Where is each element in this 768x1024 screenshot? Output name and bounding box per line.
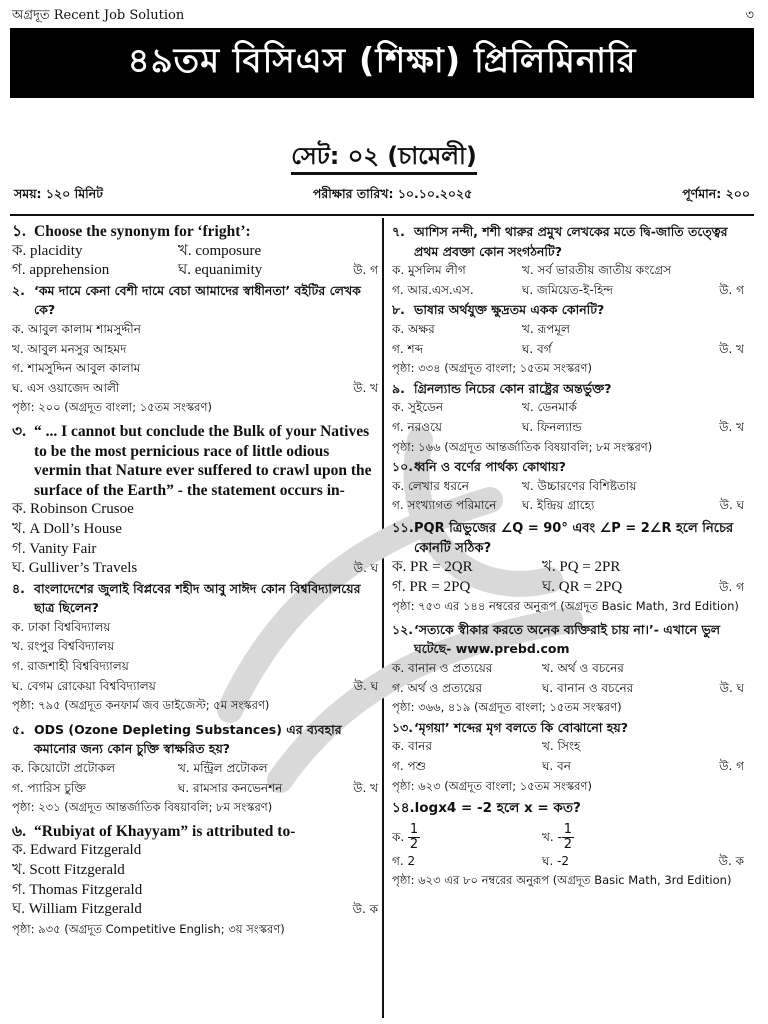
option-a: ক. $\frac{1}{2}$ bbox=[392, 821, 419, 852]
option-a: ক. বানান ও প্রত্যয়ের bbox=[392, 661, 493, 676]
set-heading bbox=[0, 138, 768, 178]
option-c: গ. apprehension bbox=[12, 262, 110, 279]
option-c: গ. সংখ্যাগত পরিমানে bbox=[392, 498, 497, 513]
answer: উ. খ bbox=[353, 380, 378, 395]
options bbox=[392, 737, 744, 776]
answer: উ. গ bbox=[353, 263, 378, 278]
question-number: ২. bbox=[12, 282, 25, 298]
option-c: গ. শব্দ bbox=[392, 341, 424, 356]
option-a: ক. PR = 2QR bbox=[392, 559, 473, 576]
answer: উ. ঘ bbox=[353, 561, 378, 576]
question-number: ৫. bbox=[12, 721, 25, 737]
question-text: আশিস নন্দী, শশী থারুর প্রমুখ লেখকের মতে দ্বি-জাতি তত্ত্বের প্রথম প্রবক্তা কোন সংগঠনটি? bbox=[414, 224, 728, 259]
option-d: ঘ. বন bbox=[542, 759, 571, 774]
option-c: গ. প্যারিস চুক্তি bbox=[12, 780, 86, 795]
question-12 bbox=[392, 620, 744, 718]
option-a: ক. Edward Fitzgerald bbox=[12, 842, 142, 859]
option-c: গ. পশু bbox=[392, 759, 426, 774]
option-d: ঘ. ইন্দ্রিয় গ্রাহ্যে bbox=[522, 498, 595, 513]
question-number: ৬. bbox=[12, 822, 26, 840]
question-3 bbox=[12, 422, 378, 579]
option-b: খ. ডেনমার্ক bbox=[522, 400, 577, 415]
option-a: ক. অক্ষর bbox=[392, 321, 435, 336]
left-column bbox=[12, 222, 378, 939]
option-c: গ. শামসুদ্দিন আবুল কালাম bbox=[12, 361, 141, 376]
option-a: ক. কিয়োটো প্রটোকল bbox=[12, 761, 116, 776]
reference: পৃষ্ঠা: ৭৯৫ (অগ্রদূত কনফার্ম জব ডাইজেস্ট; ৫ম সংস্করণ) bbox=[12, 698, 270, 713]
option-b: খ. সিংহ bbox=[542, 739, 581, 754]
answer: উ. খ bbox=[353, 780, 378, 795]
question-text: “Rubiyat of Khayyam” is attributed to- bbox=[34, 822, 296, 840]
option-a: ক. placidity bbox=[12, 242, 83, 259]
question-4 bbox=[12, 579, 378, 716]
question-11 bbox=[392, 519, 744, 617]
question-text: “ ... I cannot but conclude the Bulk of your Natives to be the most pernicious race of little odious vermin that Nature ever suffered to crawl upon the surface of the Earth” - the statement occurs in- bbox=[34, 422, 372, 499]
reference: পৃষ্ঠা: ৩৬৬, ৪১৯ (অগ্রদূত বাংলা; ১৫তম সংস্করণ) bbox=[392, 700, 622, 715]
option-a: ক. Robinson Crusoe bbox=[12, 501, 134, 518]
reference: পৃষ্ঠা: ৩৩৪ (অগ্রদূত বাংলা; ১৫তম সংস্করণ) bbox=[392, 361, 592, 376]
answer: উ. ক bbox=[352, 902, 378, 917]
reference: পৃষ্ঠা: ৬২৩ এর ৮০ নম্বরের অনুরূপ (অগ্রদূত Basic Math, 3rd Edition) bbox=[392, 873, 732, 888]
option-c: গ. Vanity Fair bbox=[12, 540, 97, 557]
reference: পৃষ্ঠা: ২৩১ (অগ্রদূত আন্তর্জাতিক বিষয়াবলি; ৮ম সংস্করণ) bbox=[12, 800, 273, 815]
option-b: খ. A Doll’s House bbox=[12, 520, 122, 537]
option-d: ঘ. ফিনল্যান্ড bbox=[522, 419, 582, 434]
option-a: ক. মুসলিম লীগ bbox=[392, 263, 466, 278]
option-d: ঘ. QR = 2PQ bbox=[542, 578, 623, 595]
reference: পৃষ্ঠা: ১৬৬ (অগ্রদূত আন্তর্জাতিক বিষয়াবলি; ৮ম সংস্করণ) bbox=[392, 439, 653, 454]
question-9 bbox=[392, 379, 744, 457]
question-text: ভাষার অর্থযুক্ত ক্ষুদ্রতম একক কোনটি? bbox=[414, 302, 605, 318]
option-c: গ. রাজশাহী বিশ্ববিদ্যালয় bbox=[12, 659, 129, 674]
question-2 bbox=[12, 281, 378, 418]
question-7 bbox=[392, 222, 744, 300]
question-text: logx4 = -2 হলে x = কত? bbox=[414, 800, 581, 817]
question-10 bbox=[392, 457, 744, 516]
answer: উ. ঘ bbox=[353, 678, 378, 693]
option-b: খ. মন্ট্রিল প্রটোকল bbox=[178, 761, 268, 776]
reference: পৃষ্ঠা: ২০০ (অগ্রদূত বাংলা; ১৫তম সংস্করণ) bbox=[12, 400, 212, 415]
answer: উ. গ bbox=[719, 759, 744, 774]
question-text: PQR ত্রিভুজের ∠Q = 90° এবং ∠P = 2∠R হলে নিচের কোনটি সঠিক? bbox=[414, 520, 734, 556]
option-b: খ. composure bbox=[178, 242, 262, 259]
question-text: Choose the synonym for ‘fright’: bbox=[34, 223, 251, 240]
exam-title-banner bbox=[10, 28, 754, 98]
option-a: ক. ঢাকা বিশ্ববিদ্যালয় bbox=[12, 619, 111, 634]
reference: পৃষ্ঠা: ৭৫৩ এর ১৪৪ নম্বরের অনুরূপ (অগ্রদূত Basic Math, 3rd Edition) bbox=[392, 599, 739, 614]
option-d: ঘ. বানান ও বচনের bbox=[542, 680, 634, 695]
exam-marks: পূর্ণমান: ২০০ bbox=[682, 186, 750, 201]
set-label: সেট: ০২ (চামেলী) bbox=[291, 142, 477, 175]
exam-meta bbox=[14, 186, 750, 206]
option-c: গ. আর.এস.এস. bbox=[392, 282, 474, 297]
exam-date: পরীক্ষার তারিখ: ১০.১০.২০২৫ bbox=[312, 186, 473, 201]
answer: উ. ক bbox=[718, 853, 744, 868]
question-number: ১. bbox=[12, 223, 26, 240]
question-number: ৭. bbox=[392, 224, 405, 239]
option-c: গ. Thomas Fitzgerald bbox=[12, 881, 143, 898]
option-d: ঘ. রামসার কনভেনশন bbox=[178, 780, 283, 795]
option-d: ঘ. বেগম রোকেয়া বিশ্ববিদ্যালয় bbox=[12, 678, 156, 693]
option-b: খ. PQ = 2PR bbox=[542, 559, 621, 576]
option-d: ঘ. William Fitzgerald bbox=[12, 901, 142, 918]
option-d: ঘ. জমিয়েত-ই-হিন্দ bbox=[522, 282, 614, 297]
options bbox=[392, 823, 744, 872]
answer: উ. গ bbox=[719, 282, 744, 297]
option-a: ক. সুইডেন bbox=[392, 400, 444, 415]
question-text: ধ্বনি ও বর্ণের পার্থক্য কোথায়? bbox=[414, 459, 566, 475]
question-text: বাংলাদেশের জুলাই বিপ্লবের শহীদ আবু সাঈদ কোন বিশ্ববিদ্যালয়ের ছাত্র ছিলেন? bbox=[34, 580, 361, 616]
option-b: খ. রূপমূল bbox=[522, 321, 570, 336]
question-number: ৯. bbox=[392, 380, 405, 396]
options bbox=[392, 261, 744, 300]
answer: উ. খ bbox=[719, 419, 744, 434]
answer: উ. ঘ bbox=[719, 680, 744, 695]
question-5 bbox=[12, 720, 378, 818]
question-text: ‘কম দামে কেনা বেশী দামে বেচা আমাদের স্বাধীনতা’ বইটির লেখক কে? bbox=[34, 282, 361, 318]
option-d: ঘ. বর্গ bbox=[522, 341, 552, 356]
question-13 bbox=[392, 718, 744, 796]
option-c: গ. PR = 2PQ bbox=[392, 578, 471, 595]
question-8 bbox=[392, 300, 744, 378]
option-b: খ. উচ্চারণের বিশিষ্টতায় bbox=[522, 478, 637, 493]
option-d: ঘ. equanimity bbox=[178, 262, 263, 279]
answer: উ. ঘ bbox=[719, 498, 744, 513]
running-header bbox=[12, 6, 754, 27]
question-number: ১২. bbox=[392, 621, 413, 637]
column-divider bbox=[382, 218, 384, 1018]
exam-title: ৪৯তম বিসিএস (শিক্ষা) প্রিলিমিনারি bbox=[127, 40, 637, 81]
option-b: খ. Scott Fitzgerald bbox=[12, 862, 125, 878]
question-number: ১০. bbox=[392, 459, 413, 475]
reference: পৃষ্ঠা: ৯৩৫ (অগ্রদূত Competitive English; ৩য় সংস্করণ) bbox=[12, 921, 285, 936]
question-number: ১৪. bbox=[392, 800, 415, 817]
option-b: খ. অর্থ ও বচনের bbox=[542, 661, 624, 676]
options bbox=[12, 242, 378, 281]
option-b: খ. রংপুর বিশ্ববিদ্যালয় bbox=[12, 639, 115, 654]
options bbox=[392, 320, 744, 359]
question-number: ৮. bbox=[392, 302, 405, 318]
option-b: খ. - $\frac{1}{2}$ bbox=[542, 821, 572, 852]
option-b: খ. সর্ব ভারতীয় জাতীয় কংগ্রেস bbox=[522, 263, 672, 278]
question-number: ৩. bbox=[12, 422, 26, 440]
option-a: ক. বানর bbox=[392, 739, 432, 754]
option-d: ঘ. -2 bbox=[542, 853, 570, 868]
option-c: গ. 2 bbox=[392, 853, 416, 868]
options bbox=[392, 659, 744, 698]
answer: উ. খ bbox=[719, 341, 744, 356]
option-c: গ. নরওয়ে bbox=[392, 419, 442, 434]
options bbox=[392, 477, 744, 516]
question-number: ১১. bbox=[392, 520, 414, 536]
right-column bbox=[392, 222, 744, 891]
header-book-title: অগ্রদূত Recent Job Solution bbox=[12, 8, 185, 23]
header-rule bbox=[10, 214, 754, 216]
option-c: গ. অর্থ ও প্রত্যয়ের bbox=[392, 680, 483, 695]
option-a: ক. লেখার ধরনে bbox=[392, 478, 469, 493]
question-1 bbox=[12, 222, 378, 281]
option-d: ঘ. Gulliver’s Travels bbox=[12, 560, 138, 577]
exam-time: সময়: ১২০ মিনিট bbox=[14, 186, 103, 201]
answer: উ. গ bbox=[719, 579, 744, 594]
options bbox=[392, 558, 744, 597]
question-text: গ্রিনল্যান্ড নিচের কোন রাষ্ট্রের অন্তর্ভুক্ত? bbox=[414, 380, 612, 396]
question-number: ১৩. bbox=[392, 719, 413, 735]
reference: পৃষ্ঠা: ৬২৩ (অগ্রদূত বাংলা; ১৫তম সংস্করণ) bbox=[392, 778, 592, 793]
page-number: ৩ bbox=[745, 8, 754, 23]
option-a: ক. আবুল কালাম শামসুদ্দীন bbox=[12, 321, 141, 336]
option-d: ঘ. এস ওয়াজেদ আলী bbox=[12, 380, 120, 395]
question-14 bbox=[392, 799, 744, 891]
question-text: ‘মৃগয়া’ শব্দের মৃগ বলতে কি বোঝানো হয়? bbox=[414, 719, 628, 735]
options bbox=[12, 759, 378, 798]
question-6 bbox=[12, 822, 378, 940]
question-number: ৪. bbox=[12, 580, 25, 596]
question-text: ‘সত্যকে স্বীকার করতে অনেক ব্যক্তিরাই চায় না।’- এখানে ভুল ঘটেছে- www.prebd.com bbox=[414, 621, 721, 657]
options bbox=[392, 398, 744, 437]
question-text: ODS (Ozone Depleting Substances) এর ব্যবহার কমানোর জন্য কোন চুক্তি স্বাক্ষরিত হয়? bbox=[34, 721, 342, 757]
option-b: খ. আবুল মনসুর আহমদ bbox=[12, 341, 127, 356]
